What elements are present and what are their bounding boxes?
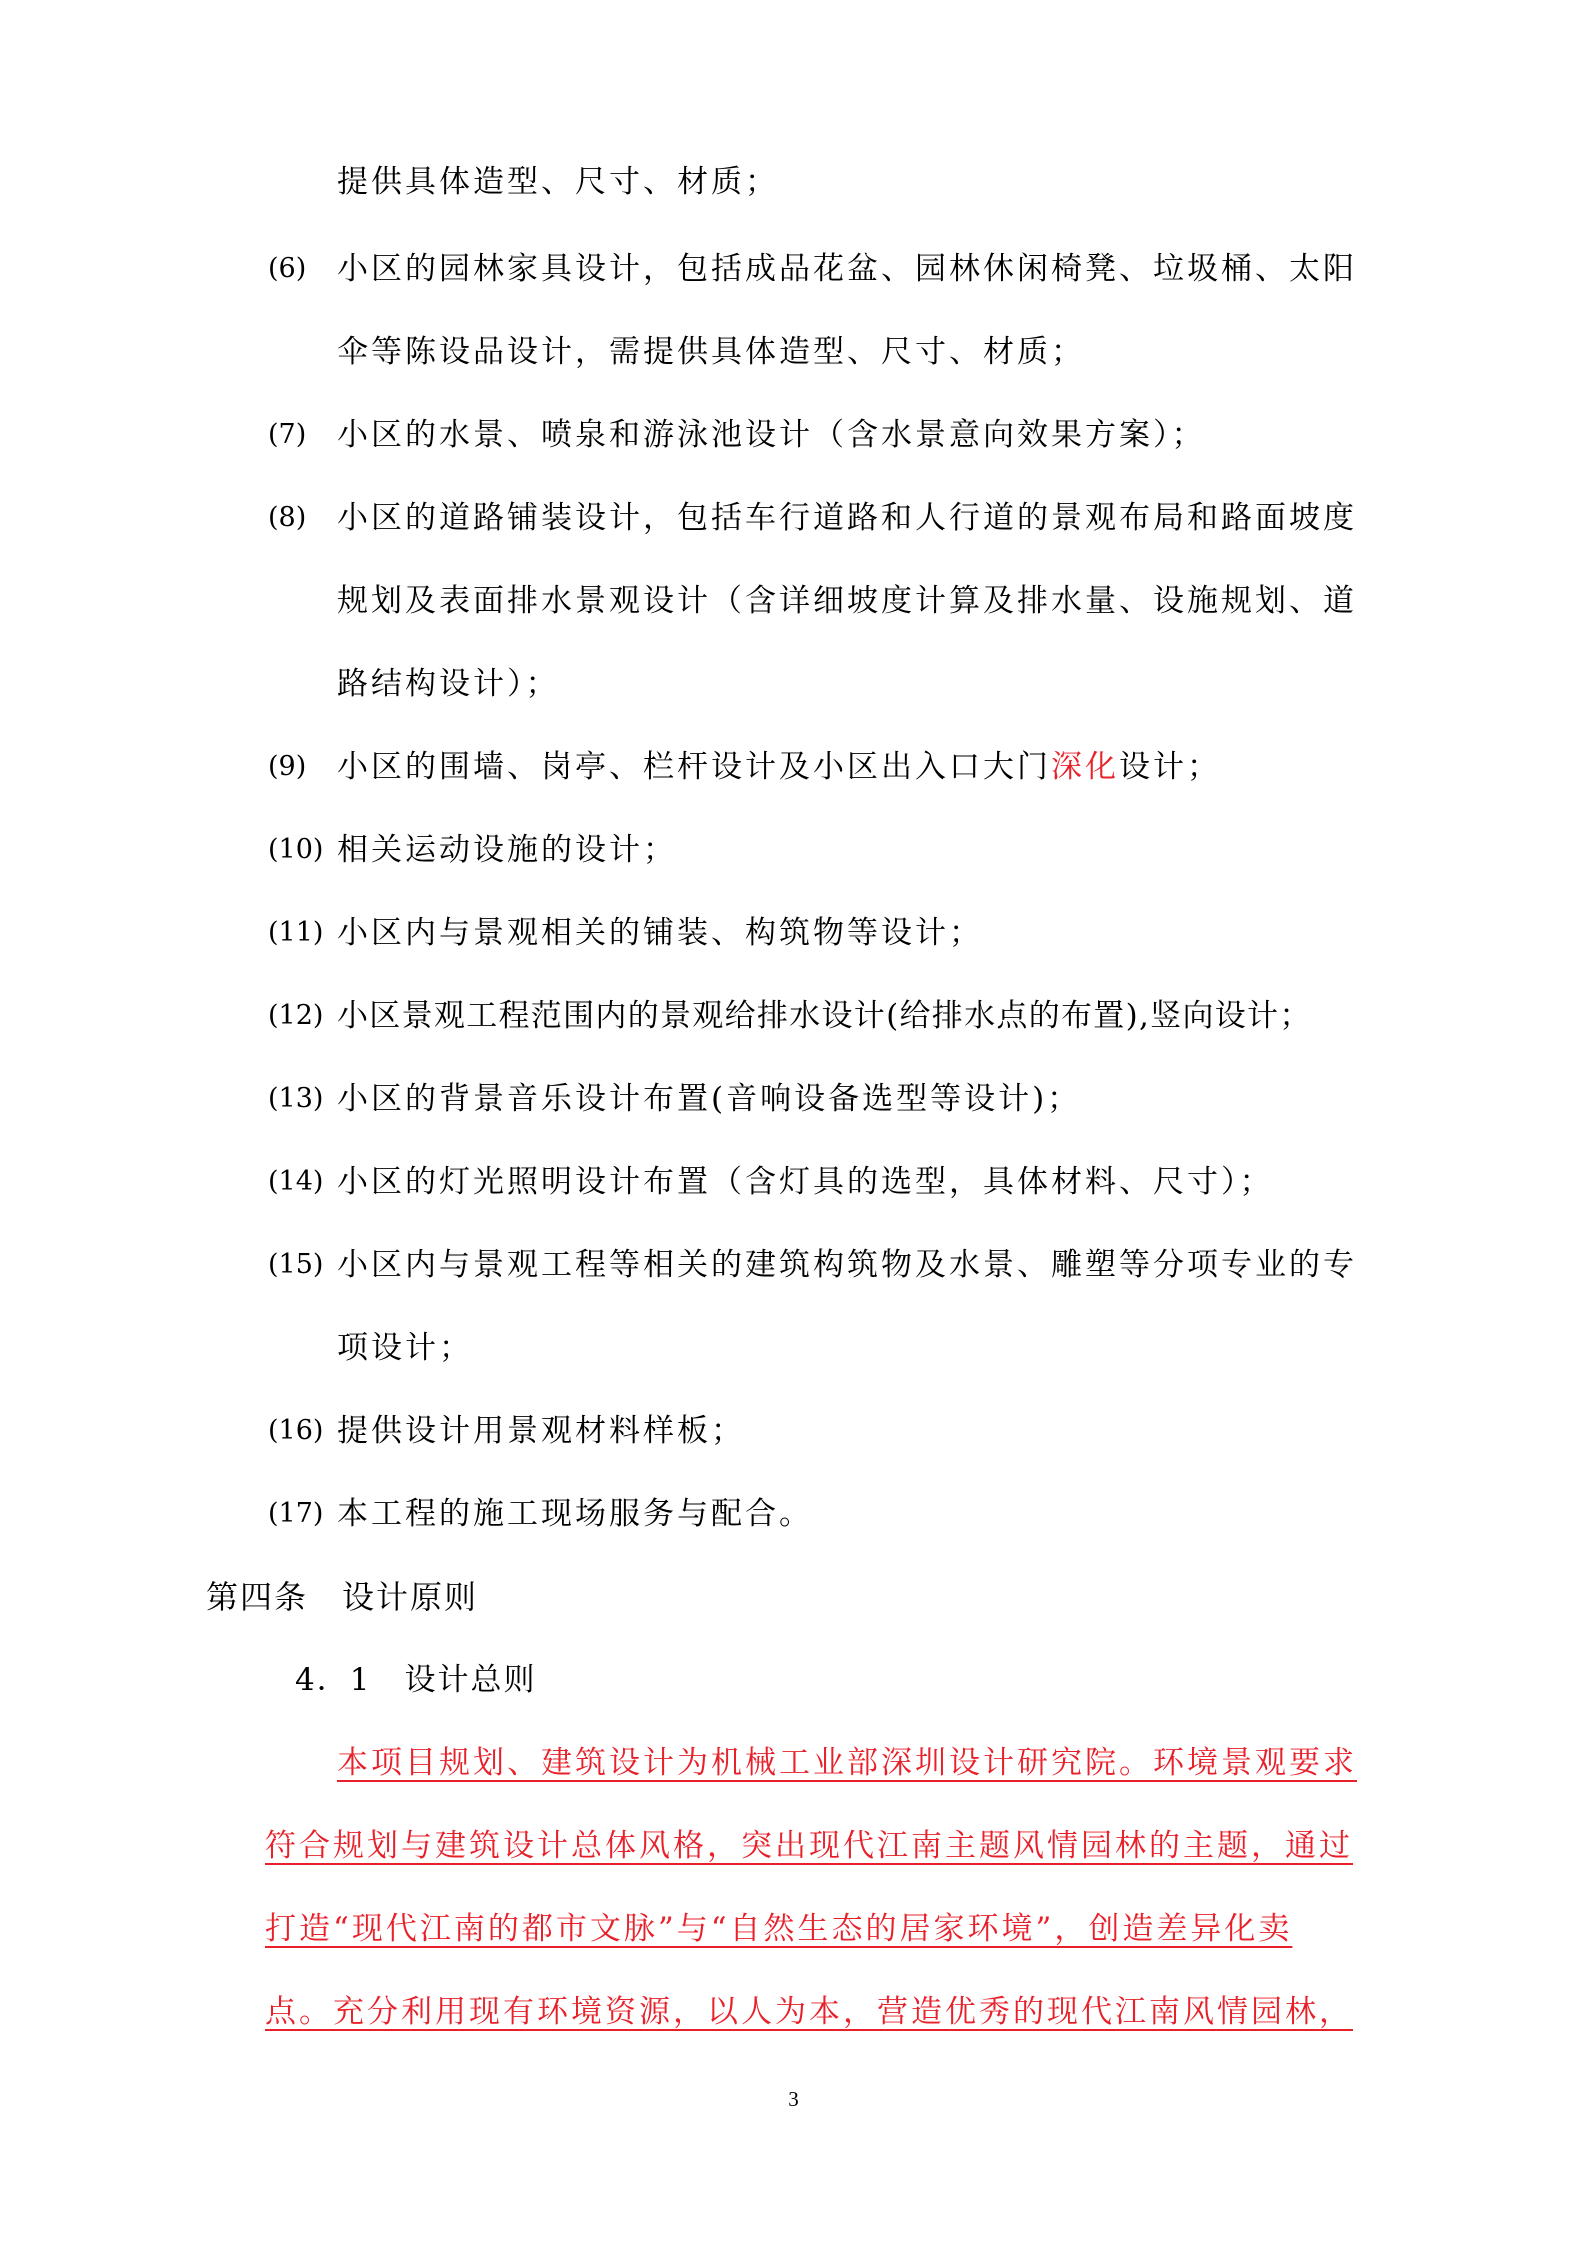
list-item-text-before: 小区的围墙、岗亭、栏杆设计及小区出入口大门: [337, 749, 1051, 785]
list-item-number: (9): [268, 751, 307, 782]
section-title: 第四条 设计原则: [206, 1578, 479, 1616]
list-item-text: 小区的背景音乐设计布置(音响设备选型等设计)；: [337, 1081, 1082, 1117]
list-item-text: 小区内与景观相关的铺装、构筑物等设计；: [337, 915, 983, 951]
paragraph-line: 符合规划与建筑设计总体风格，突出现代江南主题风情园林的主题，通过: [265, 1828, 1353, 1864]
list-item-number: (7): [268, 419, 307, 450]
paragraph-line: 打造“现代江南的都市文脉”与“自然生态的居家环境”，创造差异化卖: [265, 1911, 1293, 1947]
list-item-text: 提供设计用景观材料样板；: [337, 1413, 745, 1449]
list-item-text: 小区内与景观工程等相关的建筑构筑物及水景、雕塑等分项专业的专: [337, 1247, 1357, 1283]
list-item-text: 项设计；: [337, 1330, 473, 1366]
list-item-number: (17): [268, 1498, 324, 1529]
list-item-text: 小区的水景、喷泉和游泳池设计（含水景意向效果方案）；: [337, 417, 1206, 453]
list-item-text: [337, 745, 1221, 789]
list-item-number: (11): [268, 917, 324, 948]
page-number: 3: [788, 2087, 799, 2111]
list-item-text: 相关运动设施的设计；: [337, 832, 677, 868]
list-item-text: 提供具体造型、尺寸、材质；: [337, 164, 779, 200]
list-item-number: (10): [268, 834, 324, 865]
list-item-text: 小区景观工程范围内的景观给排水设计(给排水点的布置),竖向设计；: [337, 998, 1312, 1034]
list-item-text: 小区的道路铺装设计，包括车行道路和人行道的景观布局和路面坡度: [337, 500, 1357, 536]
list-item-number: (14): [268, 1166, 324, 1197]
list-item-text: 本工程的施工现场服务与配合。: [337, 1496, 813, 1532]
list-item-text: 小区的灯光照明设计布置（含灯具的选型，具体材料、尺寸）；: [337, 1164, 1274, 1200]
list-item-number: (16): [268, 1415, 324, 1446]
list-item-text-after: 设计；: [1119, 749, 1221, 785]
paragraph-line: 本项目规划、建筑设计为机械工业部深圳设计研究院。环境景观要求: [337, 1745, 1357, 1781]
subsection-title: 4．1 设计总则: [295, 1662, 537, 1698]
list-item-number: (8): [268, 502, 307, 533]
list-item-number: (13): [268, 1083, 324, 1114]
list-item-text: 路结构设计）；: [337, 666, 560, 702]
paragraph-line: 点。充分利用现有环境资源，以人为本，营造优秀的现代江南风情园林，: [265, 1994, 1353, 2030]
list-item-text: 伞等陈设品设计，需提供具体造型、尺寸、材质；: [337, 334, 1085, 370]
list-item-text: 小区的园林家具设计，包括成品花盆、园林休闲椅凳、垃圾桶、太阳: [337, 251, 1357, 287]
list-item-number: (15): [268, 1249, 324, 1280]
list-item-number: (12): [268, 1000, 324, 1031]
revision-highlight: 深化: [1051, 749, 1119, 785]
list-item-text: 规划及表面排水景观设计（含详细坡度计算及排水量、设施规划、道: [337, 583, 1357, 619]
list-item-number: (6): [268, 253, 307, 284]
